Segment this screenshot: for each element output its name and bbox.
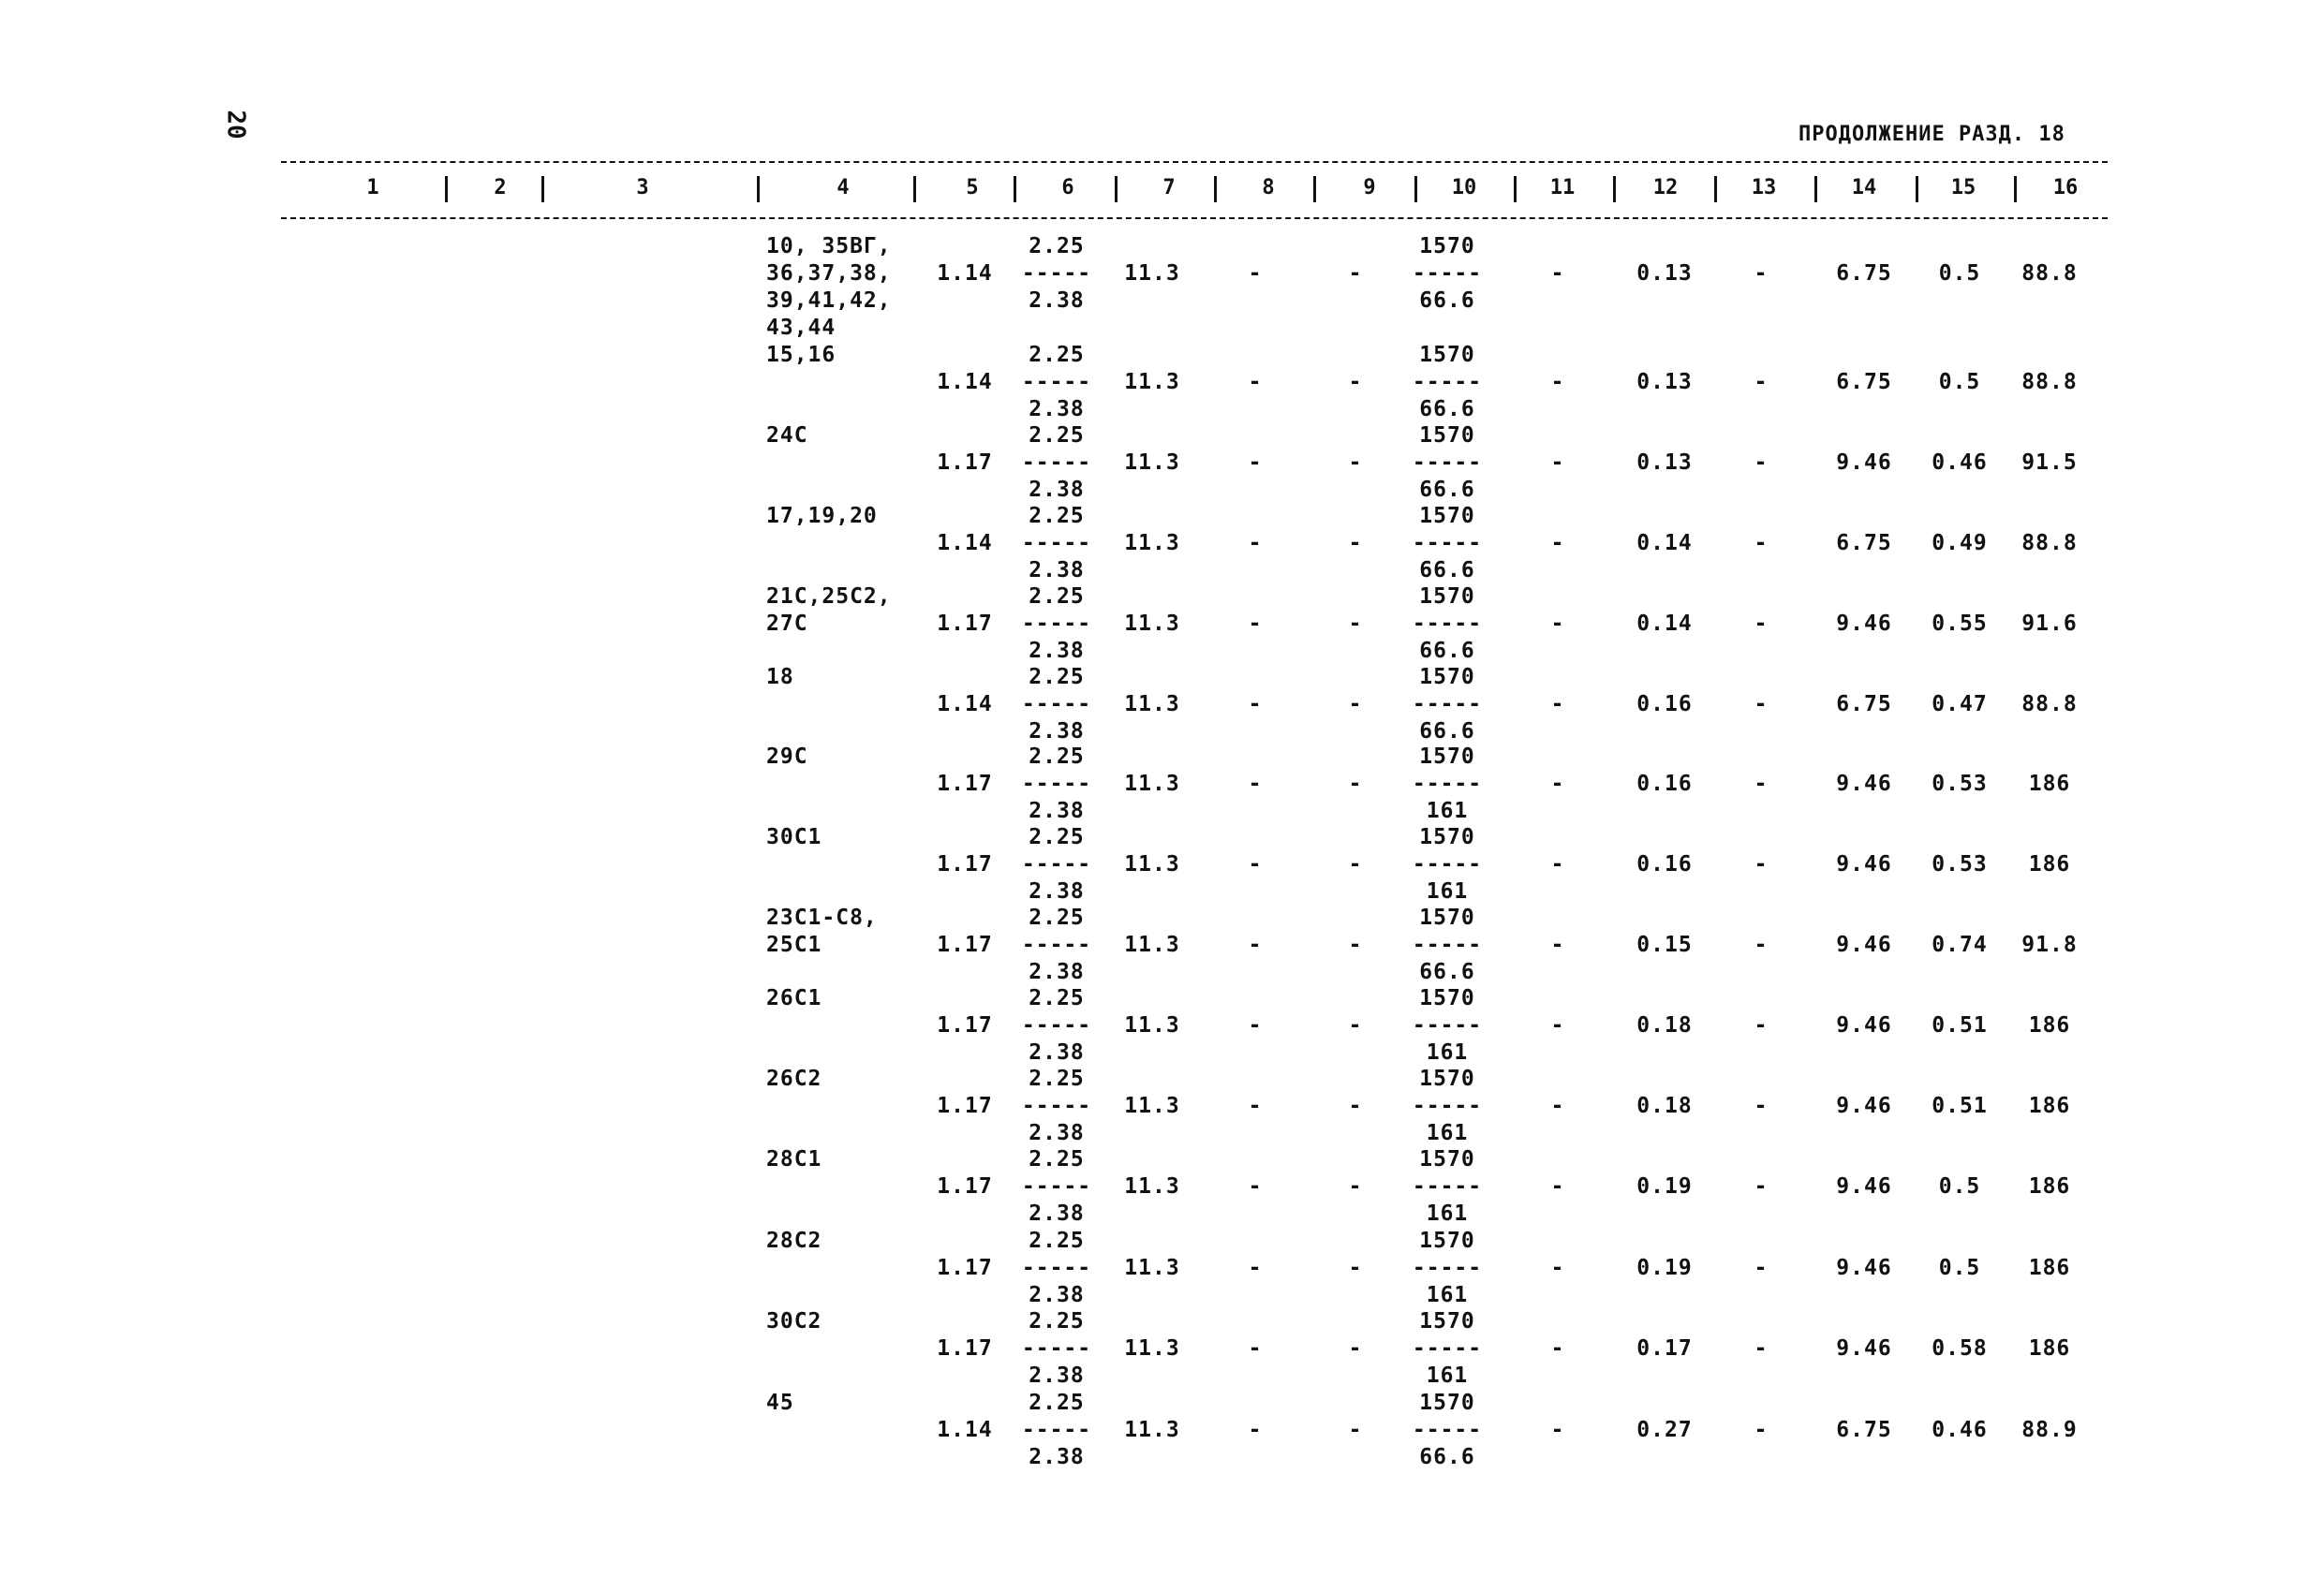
- value-cell-c8: -: [1248, 450, 1263, 475]
- value-cell-c5: 1.17: [937, 1336, 993, 1361]
- value-cell-c5: 1.17: [937, 450, 993, 475]
- value-cell-c7: 11.3: [1124, 1256, 1180, 1280]
- value-cell-c7: 11.3: [1124, 1174, 1180, 1199]
- value-cell-c12: 0.16: [1636, 692, 1693, 716]
- fraction-cell-c6: 2.38: [1029, 1201, 1085, 1226]
- value-cell-c8: -: [1248, 1174, 1263, 1199]
- value-cell-c12: 0.13: [1636, 261, 1693, 286]
- value-cell-c11: -: [1550, 1174, 1565, 1199]
- fraction-cell-c6: 2.38: [1029, 397, 1085, 421]
- column-header-7: 7: [1162, 176, 1176, 199]
- value-cell-c8: -: [1248, 370, 1263, 394]
- fraction-cell-c6: -----: [1021, 531, 1092, 555]
- fraction-cell-c6: -----: [1021, 370, 1092, 394]
- fraction-cell-c10: -----: [1412, 450, 1483, 475]
- value-cell-c7: 11.3: [1124, 370, 1180, 394]
- structure-id-cell: 39,41,42,: [766, 288, 892, 313]
- fraction-cell-c10: -----: [1412, 1336, 1483, 1361]
- value-cell-c15: 0.51: [1932, 1013, 1988, 1038]
- value-cell-c5: 1.17: [937, 772, 993, 796]
- value-cell-c9: -: [1348, 261, 1363, 286]
- value-cell-c7: 11.3: [1124, 1013, 1180, 1038]
- value-cell-c16: 91.5: [2021, 450, 2078, 475]
- fraction-cell-c10: 1570: [1419, 825, 1475, 849]
- fraction-cell-c6: -----: [1021, 1418, 1092, 1442]
- fraction-cell-c10: 161: [1426, 799, 1469, 823]
- value-cell-c14: 9.46: [1836, 450, 1892, 475]
- value-cell-c8: -: [1248, 933, 1263, 957]
- value-cell-c12: 0.18: [1636, 1013, 1693, 1038]
- value-cell-c15: 0.55: [1932, 612, 1988, 636]
- fraction-cell-c10: 1570: [1419, 504, 1475, 528]
- fraction-cell-c6: 2.25: [1029, 1309, 1085, 1334]
- value-cell-c12: 0.13: [1636, 370, 1693, 394]
- value-cell-c13: -: [1754, 612, 1769, 636]
- fraction-cell-c6: -----: [1021, 612, 1092, 636]
- value-cell-c13: -: [1754, 450, 1769, 475]
- value-cell-c14: 9.46: [1836, 1094, 1892, 1118]
- header-top-rule: [281, 161, 2108, 163]
- value-cell-c9: -: [1348, 1418, 1363, 1442]
- page-number: 20: [221, 110, 250, 140]
- header-bottom-rule: [281, 217, 2108, 219]
- value-cell-c7: 11.3: [1124, 531, 1180, 555]
- value-cell-c5: 1.14: [937, 261, 993, 286]
- value-cell-c5: 1.14: [937, 531, 993, 555]
- column-header-9: 9: [1363, 176, 1376, 199]
- value-cell-c13: -: [1754, 1336, 1769, 1361]
- structure-id-cell: 25С1: [766, 933, 822, 957]
- fraction-cell-c10: -----: [1412, 531, 1483, 555]
- value-cell-c15: 0.46: [1932, 1418, 1988, 1442]
- structure-id-cell: 26С2: [766, 1067, 822, 1091]
- value-cell-c12: 0.19: [1636, 1174, 1693, 1199]
- column-header-2: 2: [494, 176, 507, 199]
- fraction-cell-c10: 161: [1426, 1121, 1469, 1145]
- value-cell-c16: 88.9: [2021, 1418, 2078, 1442]
- value-cell-c13: -: [1754, 692, 1769, 716]
- continuation-caption: ПРОДОЛЖЕНИЕ РАЗД. 18: [1799, 123, 2065, 146]
- value-cell-c12: 0.14: [1636, 612, 1693, 636]
- value-cell-c8: -: [1248, 852, 1263, 877]
- column-header-10: 10: [1451, 176, 1477, 199]
- column-separator: [541, 176, 544, 202]
- value-cell-c13: -: [1754, 1256, 1769, 1280]
- value-cell-c14: 9.46: [1836, 1336, 1892, 1361]
- structure-id-cell: 30С1: [766, 825, 822, 849]
- value-cell-c11: -: [1550, 261, 1565, 286]
- structure-id-cell: 27С: [766, 612, 808, 636]
- value-cell-c7: 11.3: [1124, 852, 1180, 877]
- value-cell-c11: -: [1550, 450, 1565, 475]
- value-cell-c9: -: [1348, 1336, 1363, 1361]
- value-cell-c16: 88.8: [2021, 261, 2078, 286]
- fraction-cell-c10: -----: [1412, 852, 1483, 877]
- value-cell-c15: 0.51: [1932, 1094, 1988, 1118]
- fraction-cell-c10: 161: [1426, 1201, 1469, 1226]
- structure-id-cell: 18: [766, 665, 794, 689]
- value-cell-c9: -: [1348, 450, 1363, 475]
- column-header-3: 3: [636, 176, 649, 199]
- fraction-cell-c6: 2.38: [1029, 719, 1085, 744]
- column-header-12: 12: [1652, 176, 1679, 199]
- column-separator: [1115, 176, 1118, 202]
- fraction-cell-c10: -----: [1412, 1094, 1483, 1118]
- fraction-cell-c6: 2.25: [1029, 423, 1085, 448]
- value-cell-c9: -: [1348, 1013, 1363, 1038]
- value-cell-c16: 186: [2028, 1094, 2071, 1118]
- value-cell-c8: -: [1248, 1256, 1263, 1280]
- column-separator: [445, 176, 448, 202]
- fraction-cell-c6: 2.38: [1029, 1040, 1085, 1065]
- value-cell-c15: 0.58: [1932, 1336, 1988, 1361]
- value-cell-c16: 186: [2028, 1256, 2071, 1280]
- fraction-cell-c6: 2.25: [1029, 343, 1085, 367]
- column-header-16: 16: [2052, 176, 2079, 199]
- fraction-cell-c10: 1570: [1419, 584, 1475, 609]
- value-cell-c12: 0.18: [1636, 1094, 1693, 1118]
- fraction-cell-c6: -----: [1021, 1174, 1092, 1199]
- value-cell-c14: 9.46: [1836, 1256, 1892, 1280]
- structure-id-cell: 29С: [766, 744, 808, 769]
- value-cell-c5: 1.17: [937, 612, 993, 636]
- fraction-cell-c10: 66.6: [1419, 639, 1475, 663]
- value-cell-c14: 6.75: [1836, 1418, 1892, 1442]
- value-cell-c9: -: [1348, 531, 1363, 555]
- fraction-cell-c10: -----: [1412, 933, 1483, 957]
- column-separator: [2014, 176, 2017, 202]
- fraction-cell-c10: -----: [1412, 261, 1483, 286]
- value-cell-c11: -: [1550, 370, 1565, 394]
- fraction-cell-c6: -----: [1021, 1094, 1092, 1118]
- column-separator: [1814, 176, 1817, 202]
- structure-id-cell: 26С1: [766, 986, 822, 1010]
- fraction-cell-c10: 1570: [1419, 1309, 1475, 1334]
- column-separator: [757, 176, 760, 202]
- value-cell-c5: 1.17: [937, 933, 993, 957]
- value-cell-c9: -: [1348, 1174, 1363, 1199]
- fraction-cell-c6: 2.38: [1029, 1364, 1085, 1388]
- fraction-cell-c10: 1570: [1419, 906, 1475, 930]
- fraction-cell-c6: 2.25: [1029, 986, 1085, 1010]
- column-separator: [1916, 176, 1918, 202]
- value-cell-c15: 0.53: [1932, 772, 1988, 796]
- value-cell-c12: 0.14: [1636, 531, 1693, 555]
- fraction-cell-c10: -----: [1412, 1418, 1483, 1442]
- value-cell-c12: 0.19: [1636, 1256, 1693, 1280]
- value-cell-c14: 9.46: [1836, 1013, 1892, 1038]
- value-cell-c7: 11.3: [1124, 933, 1180, 957]
- column-header-14: 14: [1851, 176, 1877, 199]
- value-cell-c13: -: [1754, 772, 1769, 796]
- fraction-cell-c6: 2.38: [1029, 1445, 1085, 1469]
- fraction-cell-c6: 2.25: [1029, 234, 1085, 258]
- column-header-4: 4: [836, 176, 850, 199]
- value-cell-c8: -: [1248, 1013, 1263, 1038]
- fraction-cell-c6: -----: [1021, 933, 1092, 957]
- structure-id-cell: 17,19,20: [766, 504, 878, 528]
- structure-id-cell: 15,16: [766, 343, 836, 367]
- value-cell-c14: 6.75: [1836, 370, 1892, 394]
- value-cell-c11: -: [1550, 1256, 1565, 1280]
- fraction-cell-c6: 2.38: [1029, 1121, 1085, 1145]
- fraction-cell-c10: 66.6: [1419, 288, 1475, 313]
- fraction-cell-c10: 1570: [1419, 1229, 1475, 1253]
- value-cell-c8: -: [1248, 692, 1263, 716]
- fraction-cell-c10: 1570: [1419, 1067, 1475, 1091]
- fraction-cell-c6: 2.38: [1029, 639, 1085, 663]
- structure-id-cell: 43,44: [766, 316, 836, 340]
- value-cell-c12: 0.15: [1636, 933, 1693, 957]
- fraction-cell-c10: -----: [1412, 1174, 1483, 1199]
- value-cell-c5: 1.17: [937, 852, 993, 877]
- value-cell-c8: -: [1248, 772, 1263, 796]
- value-cell-c13: -: [1754, 1174, 1769, 1199]
- value-cell-c15: 0.46: [1932, 450, 1988, 475]
- column-separator: [1714, 176, 1717, 202]
- value-cell-c15: 0.47: [1932, 692, 1988, 716]
- value-cell-c12: 0.16: [1636, 772, 1693, 796]
- value-cell-c11: -: [1550, 933, 1565, 957]
- column-header-13: 13: [1751, 176, 1777, 199]
- fraction-cell-c6: -----: [1021, 1336, 1092, 1361]
- value-cell-c16: 186: [2028, 852, 2071, 877]
- fraction-cell-c10: 1570: [1419, 665, 1475, 689]
- column-separator: [1414, 176, 1417, 202]
- value-cell-c13: -: [1754, 1418, 1769, 1442]
- value-cell-c5: 1.17: [937, 1013, 993, 1038]
- value-cell-c8: -: [1248, 531, 1263, 555]
- value-cell-c7: 11.3: [1124, 692, 1180, 716]
- structure-id-cell: 24С: [766, 423, 808, 448]
- value-cell-c15: 0.5: [1938, 370, 1981, 394]
- fraction-cell-c6: -----: [1021, 1013, 1092, 1038]
- column-separator: [1613, 176, 1616, 202]
- fraction-cell-c6: 2.38: [1029, 288, 1085, 313]
- column-separator: [913, 176, 916, 202]
- fraction-cell-c6: -----: [1021, 692, 1092, 716]
- value-cell-c13: -: [1754, 1094, 1769, 1118]
- column-separator: [1214, 176, 1217, 202]
- structure-id-cell: 10, 35ВГ,: [766, 234, 892, 258]
- fraction-cell-c10: 1570: [1419, 986, 1475, 1010]
- fraction-cell-c6: 2.25: [1029, 906, 1085, 930]
- value-cell-c15: 0.5: [1938, 261, 1981, 286]
- column-separator: [1014, 176, 1016, 202]
- value-cell-c7: 11.3: [1124, 1418, 1180, 1442]
- value-cell-c7: 11.3: [1124, 1094, 1180, 1118]
- value-cell-c12: 0.17: [1636, 1336, 1693, 1361]
- fraction-cell-c10: 66.6: [1419, 478, 1475, 502]
- value-cell-c7: 11.3: [1124, 450, 1180, 475]
- fraction-cell-c10: -----: [1412, 1013, 1483, 1038]
- fraction-cell-c10: 66.6: [1419, 397, 1475, 421]
- value-cell-c14: 6.75: [1836, 261, 1892, 286]
- value-cell-c11: -: [1550, 612, 1565, 636]
- column-header-15: 15: [1950, 176, 1976, 199]
- value-cell-c5: 1.14: [937, 692, 993, 716]
- value-cell-c9: -: [1348, 370, 1363, 394]
- column-header-6: 6: [1061, 176, 1074, 199]
- fraction-cell-c6: 2.25: [1029, 744, 1085, 769]
- value-cell-c8: -: [1248, 1336, 1263, 1361]
- fraction-cell-c10: 1570: [1419, 234, 1475, 258]
- value-cell-c5: 1.17: [937, 1174, 993, 1199]
- value-cell-c5: 1.17: [937, 1256, 993, 1280]
- value-cell-c13: -: [1754, 370, 1769, 394]
- value-cell-c11: -: [1550, 1013, 1565, 1038]
- value-cell-c14: 9.46: [1836, 612, 1892, 636]
- value-cell-c16: 91.6: [2021, 612, 2078, 636]
- value-cell-c13: -: [1754, 1013, 1769, 1038]
- value-cell-c11: -: [1550, 772, 1565, 796]
- fraction-cell-c6: 2.25: [1029, 504, 1085, 528]
- structure-id-cell: 23С1-С8,: [766, 906, 878, 930]
- value-cell-c16: 186: [2028, 1174, 2071, 1199]
- value-cell-c16: 88.8: [2021, 692, 2078, 716]
- value-cell-c16: 186: [2028, 772, 2071, 796]
- value-cell-c13: -: [1754, 261, 1769, 286]
- fraction-cell-c6: -----: [1021, 852, 1092, 877]
- value-cell-c14: 9.46: [1836, 852, 1892, 877]
- fraction-cell-c6: 2.38: [1029, 558, 1085, 582]
- value-cell-c15: 0.5: [1938, 1256, 1981, 1280]
- fraction-cell-c10: 66.6: [1419, 719, 1475, 744]
- fraction-cell-c6: 2.25: [1029, 825, 1085, 849]
- value-cell-c7: 11.3: [1124, 1336, 1180, 1361]
- value-cell-c11: -: [1550, 1094, 1565, 1118]
- value-cell-c9: -: [1348, 1094, 1363, 1118]
- fraction-cell-c6: 2.38: [1029, 478, 1085, 502]
- value-cell-c5: 1.14: [937, 370, 993, 394]
- value-cell-c14: 6.75: [1836, 531, 1892, 555]
- value-cell-c7: 11.3: [1124, 772, 1180, 796]
- fraction-cell-c10: 1570: [1419, 423, 1475, 448]
- fraction-cell-c10: 161: [1426, 879, 1469, 904]
- fraction-cell-c10: 66.6: [1419, 558, 1475, 582]
- fraction-cell-c6: 2.38: [1029, 960, 1085, 984]
- value-cell-c11: -: [1550, 531, 1565, 555]
- fraction-cell-c6: 2.25: [1029, 1391, 1085, 1415]
- value-cell-c12: 0.13: [1636, 450, 1693, 475]
- structure-id-cell: 21С,25С2,: [766, 584, 892, 609]
- value-cell-c15: 0.74: [1932, 933, 1988, 957]
- value-cell-c9: -: [1348, 772, 1363, 796]
- column-header-5: 5: [966, 176, 979, 199]
- fraction-cell-c10: 161: [1426, 1364, 1469, 1388]
- structure-id-cell: 28С2: [766, 1229, 822, 1253]
- fraction-cell-c6: 2.38: [1029, 879, 1085, 904]
- fraction-cell-c10: 66.6: [1419, 960, 1475, 984]
- structure-id-cell: 30С2: [766, 1309, 822, 1334]
- fraction-cell-c6: 2.25: [1029, 1147, 1085, 1172]
- fraction-cell-c10: -----: [1412, 612, 1483, 636]
- fraction-cell-c6: -----: [1021, 261, 1092, 286]
- fraction-cell-c10: 161: [1426, 1040, 1469, 1065]
- value-cell-c14: 9.46: [1836, 933, 1892, 957]
- value-cell-c8: -: [1248, 1418, 1263, 1442]
- structure-id-cell: 45: [766, 1391, 794, 1415]
- value-cell-c16: 186: [2028, 1336, 2071, 1361]
- fraction-cell-c10: -----: [1412, 772, 1483, 796]
- fraction-cell-c6: 2.25: [1029, 665, 1085, 689]
- value-cell-c14: 6.75: [1836, 692, 1892, 716]
- value-cell-c14: 9.46: [1836, 772, 1892, 796]
- column-header-1: 1: [366, 176, 379, 199]
- value-cell-c11: -: [1550, 1418, 1565, 1442]
- fraction-cell-c10: -----: [1412, 370, 1483, 394]
- value-cell-c12: 0.27: [1636, 1418, 1693, 1442]
- value-cell-c16: 88.8: [2021, 370, 2078, 394]
- fraction-cell-c10: 1570: [1419, 744, 1475, 769]
- value-cell-c9: -: [1348, 612, 1363, 636]
- column-header-8: 8: [1262, 176, 1275, 199]
- value-cell-c7: 11.3: [1124, 612, 1180, 636]
- value-cell-c15: 0.53: [1932, 852, 1988, 877]
- fraction-cell-c10: 1570: [1419, 1147, 1475, 1172]
- value-cell-c15: 0.5: [1938, 1174, 1981, 1199]
- fraction-cell-c6: 2.38: [1029, 1283, 1085, 1307]
- value-cell-c9: -: [1348, 852, 1363, 877]
- value-cell-c9: -: [1348, 692, 1363, 716]
- fraction-cell-c6: -----: [1021, 772, 1092, 796]
- value-cell-c8: -: [1248, 612, 1263, 636]
- value-cell-c12: 0.16: [1636, 852, 1693, 877]
- column-header-11: 11: [1549, 176, 1576, 199]
- value-cell-c8: -: [1248, 1094, 1263, 1118]
- value-cell-c11: -: [1550, 1336, 1565, 1361]
- structure-id-cell: 28С1: [766, 1147, 822, 1172]
- value-cell-c5: 1.17: [937, 1094, 993, 1118]
- value-cell-c8: -: [1248, 261, 1263, 286]
- value-cell-c13: -: [1754, 933, 1769, 957]
- fraction-cell-c10: -----: [1412, 1256, 1483, 1280]
- value-cell-c7: 11.3: [1124, 261, 1180, 286]
- value-cell-c15: 0.49: [1932, 531, 1988, 555]
- fraction-cell-c6: 2.38: [1029, 799, 1085, 823]
- fraction-cell-c10: 1570: [1419, 1391, 1475, 1415]
- column-separator: [1313, 176, 1316, 202]
- value-cell-c5: 1.14: [937, 1418, 993, 1442]
- fraction-cell-c6: 2.25: [1029, 584, 1085, 609]
- column-separator: [1514, 176, 1517, 202]
- value-cell-c16: 91.8: [2021, 933, 2078, 957]
- value-cell-c9: -: [1348, 1256, 1363, 1280]
- fraction-cell-c10: 1570: [1419, 343, 1475, 367]
- value-cell-c13: -: [1754, 852, 1769, 877]
- fraction-cell-c6: -----: [1021, 1256, 1092, 1280]
- fraction-cell-c10: 161: [1426, 1283, 1469, 1307]
- value-cell-c13: -: [1754, 531, 1769, 555]
- fraction-cell-c10: -----: [1412, 692, 1483, 716]
- fraction-cell-c6: -----: [1021, 450, 1092, 475]
- structure-id-cell: 36,37,38,: [766, 261, 892, 286]
- value-cell-c9: -: [1348, 933, 1363, 957]
- fraction-cell-c6: 2.25: [1029, 1229, 1085, 1253]
- value-cell-c11: -: [1550, 852, 1565, 877]
- value-cell-c14: 9.46: [1836, 1174, 1892, 1199]
- fraction-cell-c10: 66.6: [1419, 1445, 1475, 1469]
- value-cell-c16: 88.8: [2021, 531, 2078, 555]
- value-cell-c16: 186: [2028, 1013, 2071, 1038]
- fraction-cell-c6: 2.25: [1029, 1067, 1085, 1091]
- value-cell-c11: -: [1550, 692, 1565, 716]
